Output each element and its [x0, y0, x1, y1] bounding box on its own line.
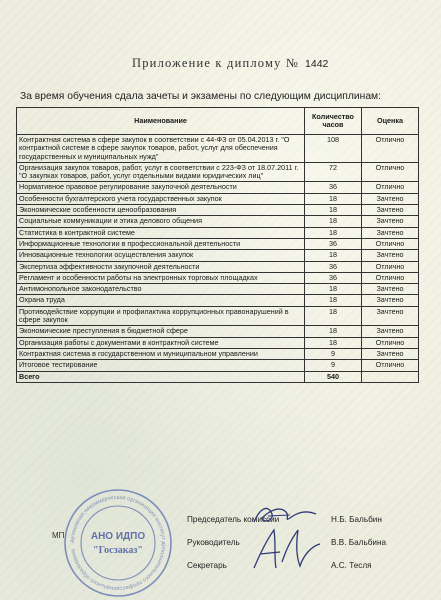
- grade-cell: Отлично: [361, 261, 418, 272]
- signature-name-secretary: А.С. Тесля: [331, 561, 372, 570]
- signature-role-director: Руководитель: [187, 538, 240, 547]
- signature-role-chairman: Председатель комиссии: [187, 515, 280, 524]
- diploma-number: 1442: [305, 58, 329, 70]
- grade-cell: Зачтено: [361, 284, 418, 295]
- mp-label: МП: [52, 531, 65, 540]
- signature-role-secretary: Секретарь: [187, 561, 227, 570]
- hours-cell: 108: [305, 135, 362, 163]
- grade-cell: Зачтено: [361, 326, 418, 337]
- hours-cell: 9: [305, 360, 362, 371]
- discipline-name-cell: Контрактная система в сфере закупок в соответствии с 44-ФЗ от 05.04.2013 г. "О контрактной системе в сфере закупок товаров, работ, услуг для обеспечения государственных и муниципальных нужд": [17, 135, 305, 163]
- grade-cell: Зачтено: [361, 348, 418, 359]
- grade-cell: Отлично: [361, 162, 418, 182]
- discipline-name-cell: Регламент и особенности работы на электронных торговых площадках: [17, 272, 305, 283]
- discipline-name-cell: Статистика в контрактной системе: [17, 227, 305, 238]
- grade-cell: Зачтено: [361, 193, 418, 204]
- discipline-name-cell: Экономические преступления в бюджетной сфере: [17, 326, 305, 337]
- hours-cell: 72: [305, 162, 362, 182]
- hours-cell: 18: [305, 337, 362, 348]
- discipline-name-cell: Итоговое тестирование: [17, 360, 305, 371]
- column-header-name: Наименование: [17, 108, 305, 135]
- grade-cell: Отлично: [361, 272, 418, 283]
- column-header-hours: Количество часов: [305, 108, 362, 135]
- signature-name-director: В.В. Бальбина: [331, 538, 387, 547]
- hours-cell: 9: [305, 348, 362, 359]
- grade-cell: Зачтено: [361, 205, 418, 216]
- column-header-grade: Оценка: [361, 108, 418, 135]
- discipline-name-cell: Контрактная система в государственном и муниципальном управлении: [17, 348, 305, 359]
- grade-cell: Отлично: [361, 360, 418, 371]
- hours-cell: 36: [305, 261, 362, 272]
- intro-text: За время обучения сдала зачеты и экзамены по следующим дисциплинам:: [20, 91, 381, 102]
- hours-cell: 18: [305, 193, 362, 204]
- discipline-name-cell: Информационные технологии в профессиональной деятельности: [17, 238, 305, 249]
- stamp-seal-subtitle: "Госзаказ": [93, 545, 143, 556]
- grade-cell: Зачтено: [361, 295, 418, 306]
- grade-cell: Зачтено: [361, 306, 418, 326]
- total-hours-cell: 540: [305, 371, 362, 382]
- discipline-name-cell: Охрана труда: [17, 295, 305, 306]
- hours-cell: 18: [305, 216, 362, 227]
- appendix-label: Приложение к диплому №: [132, 56, 300, 70]
- signature-name-chairman: Н.Б. Бальбин: [331, 515, 382, 524]
- grade-cell: Отлично: [361, 238, 418, 249]
- grade-cell: Отлично: [361, 337, 418, 348]
- discipline-name-cell: Особенности бухгалтерского учета государственных закупок: [17, 193, 305, 204]
- hours-cell: 18: [305, 295, 362, 306]
- hours-cell: 36: [305, 238, 362, 249]
- discipline-name-cell: Организация закупок товаров, работ, услуг в соответствии с 223-ФЗ от 18.07.2011 г. "О закупках товаров, работ, услуг отдельными видами юридических лиц": [17, 162, 305, 182]
- grade-cell: Зачтено: [361, 250, 418, 261]
- grade-cell: Зачтено: [361, 216, 418, 227]
- grade-cell: Отлично: [361, 135, 418, 163]
- discipline-name-cell: Противодействие коррупции и профилактика коррупционных правонарушений в сфере закупок: [17, 306, 305, 326]
- hours-cell: 18: [305, 326, 362, 337]
- discipline-name-cell: Организация работы с документами в контрактной системе: [17, 337, 305, 348]
- discipline-name-cell: Экономические особенности ценообразования: [17, 205, 305, 216]
- discipline-name-cell: Антимонопольное законодательство: [17, 284, 305, 295]
- hours-cell: 36: [305, 272, 362, 283]
- discipline-name-cell: Социальные коммуникации и этика делового общения: [17, 216, 305, 227]
- discipline-name-cell: Инновационные технологии осуществления закупок: [17, 250, 305, 261]
- hours-cell: 18: [305, 284, 362, 295]
- grade-cell: Отлично: [361, 182, 418, 193]
- discipline-name-cell: Нормативное правовое регулирование закупочной деятельности: [17, 182, 305, 193]
- signature-director-handwriting: [246, 524, 326, 574]
- grade-cell: Зачтено: [361, 227, 418, 238]
- hours-cell: 18: [305, 205, 362, 216]
- hours-cell: 18: [305, 306, 362, 326]
- stamp-ring-text: Автономная некоммерческая организация институт дополнительного профессионального образования: [69, 494, 167, 592]
- hours-cell: 18: [305, 250, 362, 261]
- hours-cell: 36: [305, 182, 362, 193]
- hours-cell: 18: [305, 227, 362, 238]
- total-label-cell: Всего: [17, 371, 305, 382]
- discipline-name-cell: Экспертиза эффективности закупочной деятельности: [17, 261, 305, 272]
- stamp-seal-name: АНО ИДПО: [90, 531, 146, 542]
